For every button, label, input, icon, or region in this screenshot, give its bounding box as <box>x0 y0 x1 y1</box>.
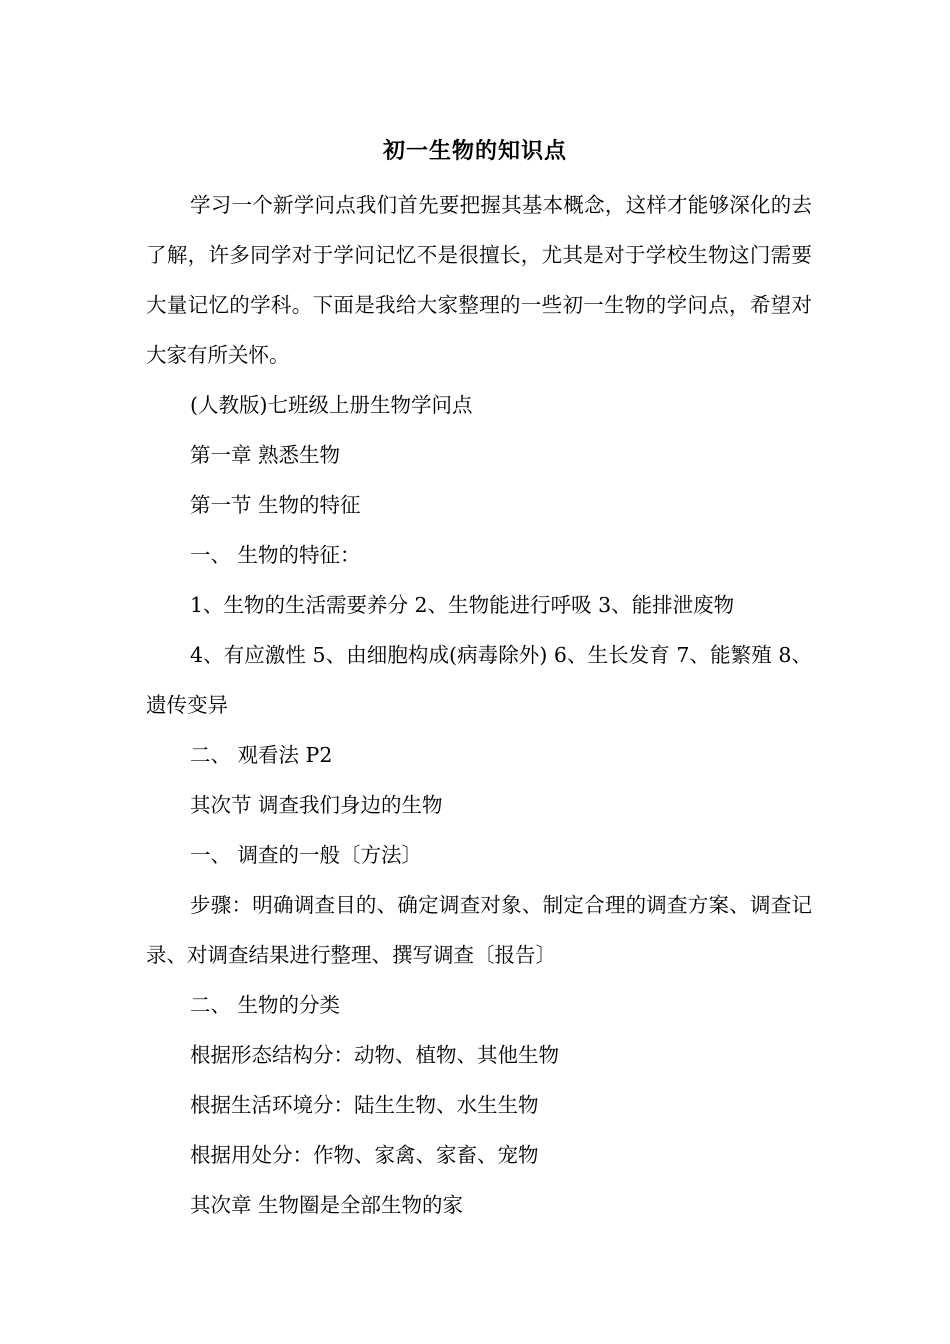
classification-line: 根据生活环境分：陆生生物、水生生物 <box>190 1093 539 1117</box>
subsection-heading: 一、 调查的一般〔方法〕 <box>190 843 423 867</box>
document-title: 初一生物的知识点 <box>382 138 567 164</box>
subsection-heading: 二、 观看法 P2 <box>190 743 333 767</box>
subsection-heading: 二、 生物的分类 <box>190 993 341 1017</box>
classification-line: 根据用处分：作物、家禽、家畜、宠物 <box>190 1143 539 1167</box>
classification-line: 根据形态结构分：动物、植物、其他生物 <box>190 1043 559 1067</box>
chapter-heading: 第一章 熟悉生物 <box>190 443 341 467</box>
section-heading: 其次节 调查我们身边的生物 <box>190 793 443 817</box>
document-body <box>146 180 812 1230</box>
list-paragraph: 4、有应激性 5、由细胞构成(病毒除外) 6、生长发育 7、能繁殖 8、遗传变异 <box>146 643 812 717</box>
section-heading: 第一节 生物的特征 <box>190 493 361 517</box>
subsection-heading: 一、 生物的特征： <box>190 543 361 567</box>
intro-paragraph: 学习一个新学问点我们首先要把握其基本概念，这样才能够深化的去了解，许多同学对于学问记忆不是很擅长，尤其是对于学校生物这门需要大量记忆的学科。下面是我给大家整理的一些初一生物的学问点，希望对大家有所关怀。 <box>146 193 812 367</box>
chapter-heading: 其次章 生物圈是全部生物的家 <box>190 1193 464 1217</box>
steps-paragraph: 步骤：明确调查目的、确定调查对象、制定合理的调查方案、调查记录、对调查结果进行整理、撰写调查〔报告〕 <box>146 893 812 967</box>
textbook-heading: (人教版)七班级上册生物学问点 <box>190 393 473 417</box>
list-paragraph: 1、生物的生活需要养分 2、生物能进行呼吸 3、能排泄废物 <box>190 593 735 617</box>
